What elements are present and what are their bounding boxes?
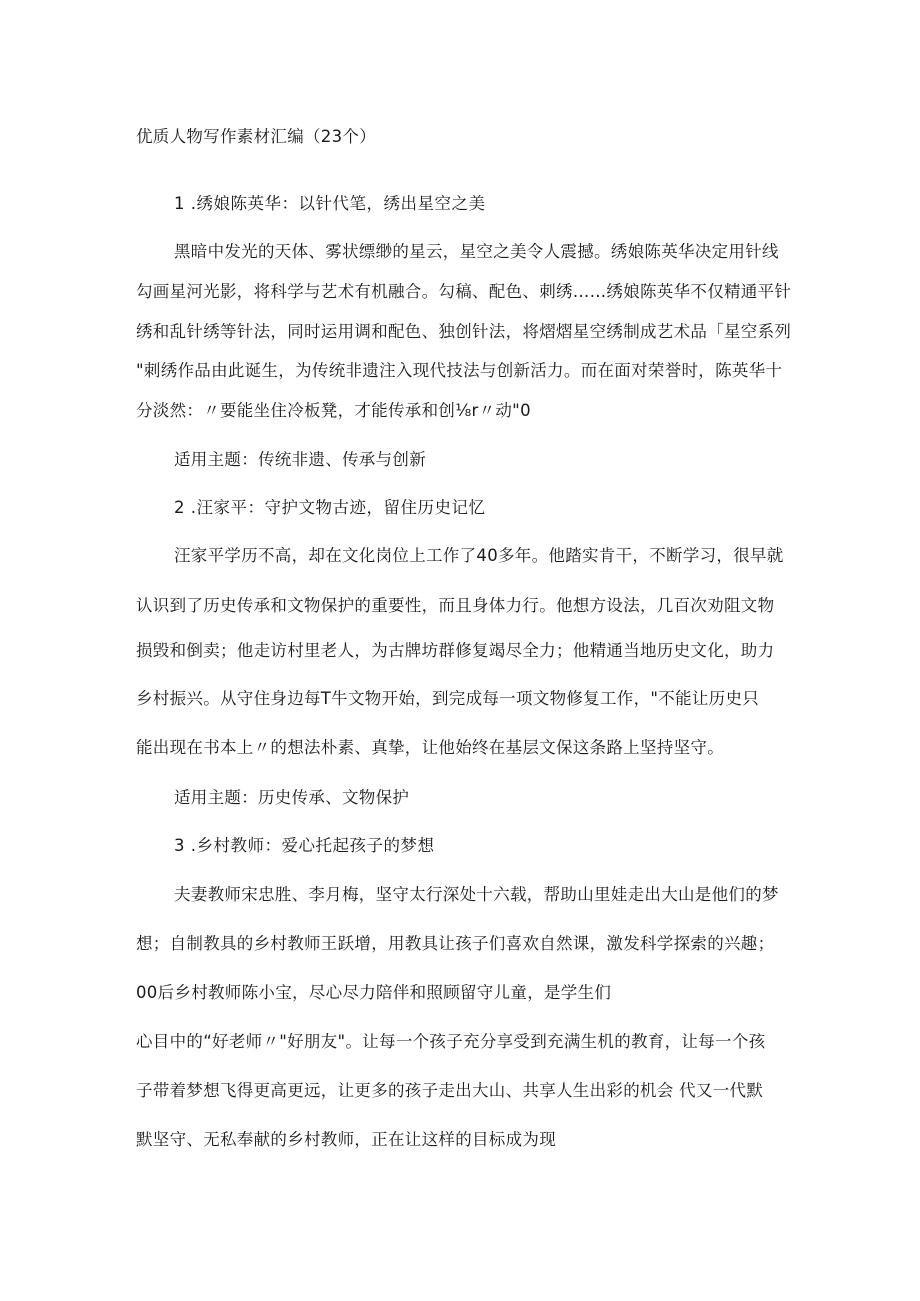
- paragraph-line: 想；自制教具的乡村教师王跃增，用教具让孩子们喜欢自然课，激发科学探索的兴趣；: [136, 934, 775, 953]
- paragraph-line: 绣和乱针绣等针法，同时运用调和配色、独创针法，将熠熠星空绣制成艺术品「星空系列: [136, 322, 792, 341]
- paragraph-line: 损毁和倒卖；他走访村里老人，为古牌坊群修复竭尽全力；他精通当地历史文化，助力: [136, 641, 775, 660]
- section-heading: 3 .乡村教师：爱心托起孩子的梦想: [174, 836, 435, 855]
- paragraph-line: 能出现在书本上〃的想法朴素、真挚，让他始终在基层文保这条路上坚持坚守。: [136, 738, 724, 757]
- document-title: 优质人物写作素材汇编（23个）: [136, 127, 376, 146]
- paragraph-line: "刺绣作品由此诞生，为传统非遗注入现代技法与创新活力。而在面对荣誉时，陈英华十: [136, 361, 783, 380]
- paragraph-line: 分淡然：〃要能坐住冷板凳，才能传承和创⅛r〃动"0: [136, 401, 531, 420]
- paragraph-line: 子带着梦想飞得更高更远，让更多的孩子走出大山、共享人生出彩的机会 代又一代默: [136, 1081, 764, 1100]
- theme-line: 适用主题：传统非遗、传承与创新: [174, 450, 426, 469]
- paragraph-line: 黑暗中发光的天体、雾状缥缈的星云，星空之美令人震撼。绣娘陈英华决定用针线: [174, 242, 779, 261]
- paragraph-line: 勾画星河光影，将科学与艺术有机融合。勾稿、配色、刺绣……绣娘陈英华不仅精通平针: [136, 282, 792, 301]
- paragraph-line: 认识到了历史传承和文物保护的重要性，而且身体力行。他想方设法，几百次劝阻文物: [136, 596, 775, 615]
- paragraph-line: 乡村振兴。从守住身边每T牛文物开始，到完成每一项文物修复工作，"不能让历史只: [136, 689, 760, 708]
- paragraph-line: 汪家平学历不高，却在文化岗位上工作了40多年。他踏实肯干，不断学习，很早就: [174, 546, 784, 565]
- paragraph-line: 00后乡村教师陈小宝，尽心尽力陪伴和照顾留守儿童，是学生们: [136, 983, 612, 1002]
- theme-line: 适用主题：历史传承、文物保护: [174, 788, 410, 807]
- section-heading: 2 .汪家平：守护文物古迹，留住历史记忆: [174, 498, 486, 517]
- section-heading: 1 .绣娘陈英华：以针代笔，绣出星空之美: [174, 194, 486, 213]
- paragraph-line: 默坚守、无私奉献的乡村教师，正在让这样的目标成为现: [136, 1130, 556, 1149]
- paragraph-line: 夫妻教师宋忠胜、李月梅，坚守太行深处十六载，帮助山里娃走出大山是他们的梦: [174, 885, 779, 904]
- paragraph-line: 心目中的“好老师〃"好朋友"。让每一个孩子充分享受到充满生机的教育，让每一个孩: [136, 1032, 766, 1051]
